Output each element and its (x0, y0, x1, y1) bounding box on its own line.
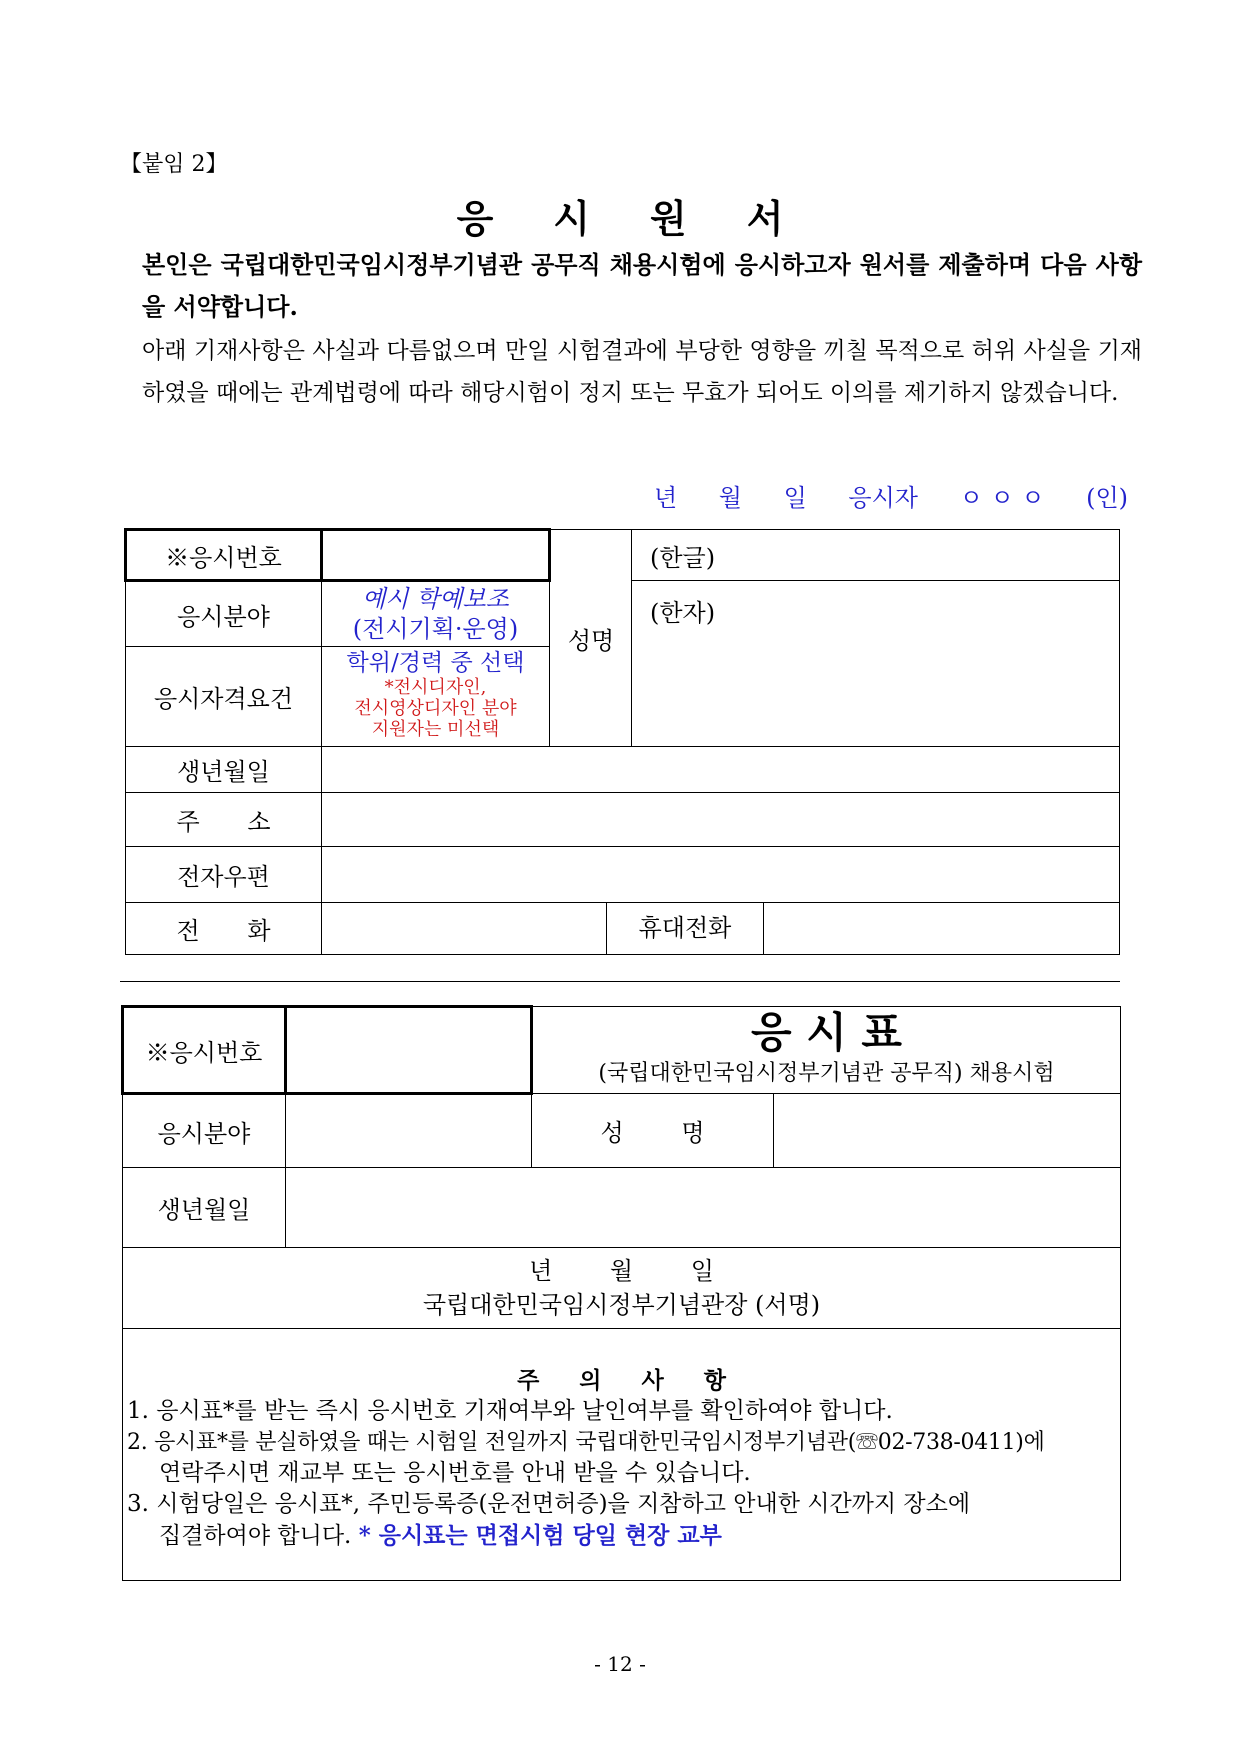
email-label: 전자우편 (126, 847, 322, 903)
field-label: 응시분야 (126, 581, 322, 647)
ticket-birth-field[interactable] (286, 1168, 1121, 1248)
pledge-text: 아래 기재사항은 사실과 다름없으며 만일 시험결과에 부당한 영향을 끼칠 목적으로 허위 사실을 기재하였을 때에는 관계법령에 따라 해당시험이 정지 또는 무효가 되어도 이의를 제기하지 않겠습니다. (142, 338, 1142, 406)
phone-field[interactable] (322, 903, 607, 954)
email-field[interactable] (322, 847, 1120, 903)
note-3a: 3. 시험당일은 응시표*, 주민등록증(운전면허증)을 지참하고 안내한 시간까지 장소에 (127, 1491, 971, 1517)
name-hanja-field[interactable]: (한자) (632, 581, 1120, 747)
divider-line (120, 981, 1120, 982)
ticket-table (121, 1005, 1121, 1581)
ticket-exam-number-label: ※응시번호 (123, 1007, 286, 1094)
note-1: 1. 응시표*를 받는 즉시 응시번호 기재여부와 날인여부를 확인하여야 합니다. (127, 1398, 893, 1424)
qualification-label: 응시자격요건 (126, 647, 322, 747)
notes-section (123, 1329, 1121, 1581)
address-label: 주 소 (126, 793, 322, 847)
birth-field[interactable] (322, 747, 1120, 793)
ticket-issuer: 국립대한민국임시정부기념관장 (서명) (422, 1291, 821, 1319)
qualification-field[interactable]: 학위/경력 중 선택 *전시디자인, 전시영상디자인 분야 지원자는 미선택 (322, 647, 550, 747)
ticket-name-label: 성 명 (532, 1094, 774, 1168)
pledge-bold: 본인은 국립대한민국임시정부기념관 공무직 채용시험에 응시하고자 원서를 제출하며 다음 사항을 서약합니다. (142, 250, 1142, 321)
ticket-exam-number-field[interactable] (286, 1007, 532, 1094)
note-2a: 2. 응시표*를 분실하였을 때는 시험일 전일까지 국립대한민국임시정부기념관(☏02-738-0411)에 (127, 1430, 1045, 1455)
name-label: 성명 (550, 530, 632, 747)
ticket-birth-label: 생년월일 (123, 1168, 286, 1248)
exam-number-label: ※응시번호 (126, 530, 322, 581)
note-3b-highlight: * 응시표는 면접시험 당일 현장 교부 (358, 1522, 722, 1549)
mobile-field[interactable] (764, 903, 1119, 954)
exam-number-field[interactable] (322, 530, 550, 581)
ticket-field-label: 응시분야 (123, 1094, 286, 1168)
ticket-name-field[interactable] (774, 1094, 1121, 1168)
date-line: 년 월 일 응시자 ㅇ ㅇ ㅇ (인) (653, 484, 1128, 512)
note-3b: 집결하여야 합니다. * 응시표는 면접시험 당일 현장 교부 (159, 1522, 722, 1549)
form-title: 응 시 원 서 (456, 196, 784, 241)
notes-heading: 주 의 사 항 (517, 1367, 726, 1394)
page-number: - 12 - (594, 1652, 646, 1676)
ticket-title: 응 시 표 (751, 1008, 902, 1057)
note-2b: 연락주시면 재교부 또는 응시번호를 안내 받을 수 있습니다. (159, 1460, 751, 1486)
phone-label: 전 화 (126, 903, 322, 955)
address-field[interactable] (322, 793, 1120, 847)
field-example[interactable]: 예시 학예보조 (전시기획·운영) (322, 581, 550, 647)
ticket-subtitle: (국립대한민국임시정부기념관 공무직) 채용시험 (598, 1061, 1055, 1086)
application-table (124, 528, 1120, 955)
ticket-field-value[interactable] (286, 1094, 532, 1168)
mobile-label: 휴대전화 (607, 903, 764, 954)
name-korean-field[interactable]: (한글) (632, 530, 1120, 581)
attachment-tag: 【붙임 2】 (120, 152, 228, 177)
birth-label: 생년월일 (126, 747, 322, 793)
ticket-date: 년 월 일 (529, 1257, 714, 1285)
